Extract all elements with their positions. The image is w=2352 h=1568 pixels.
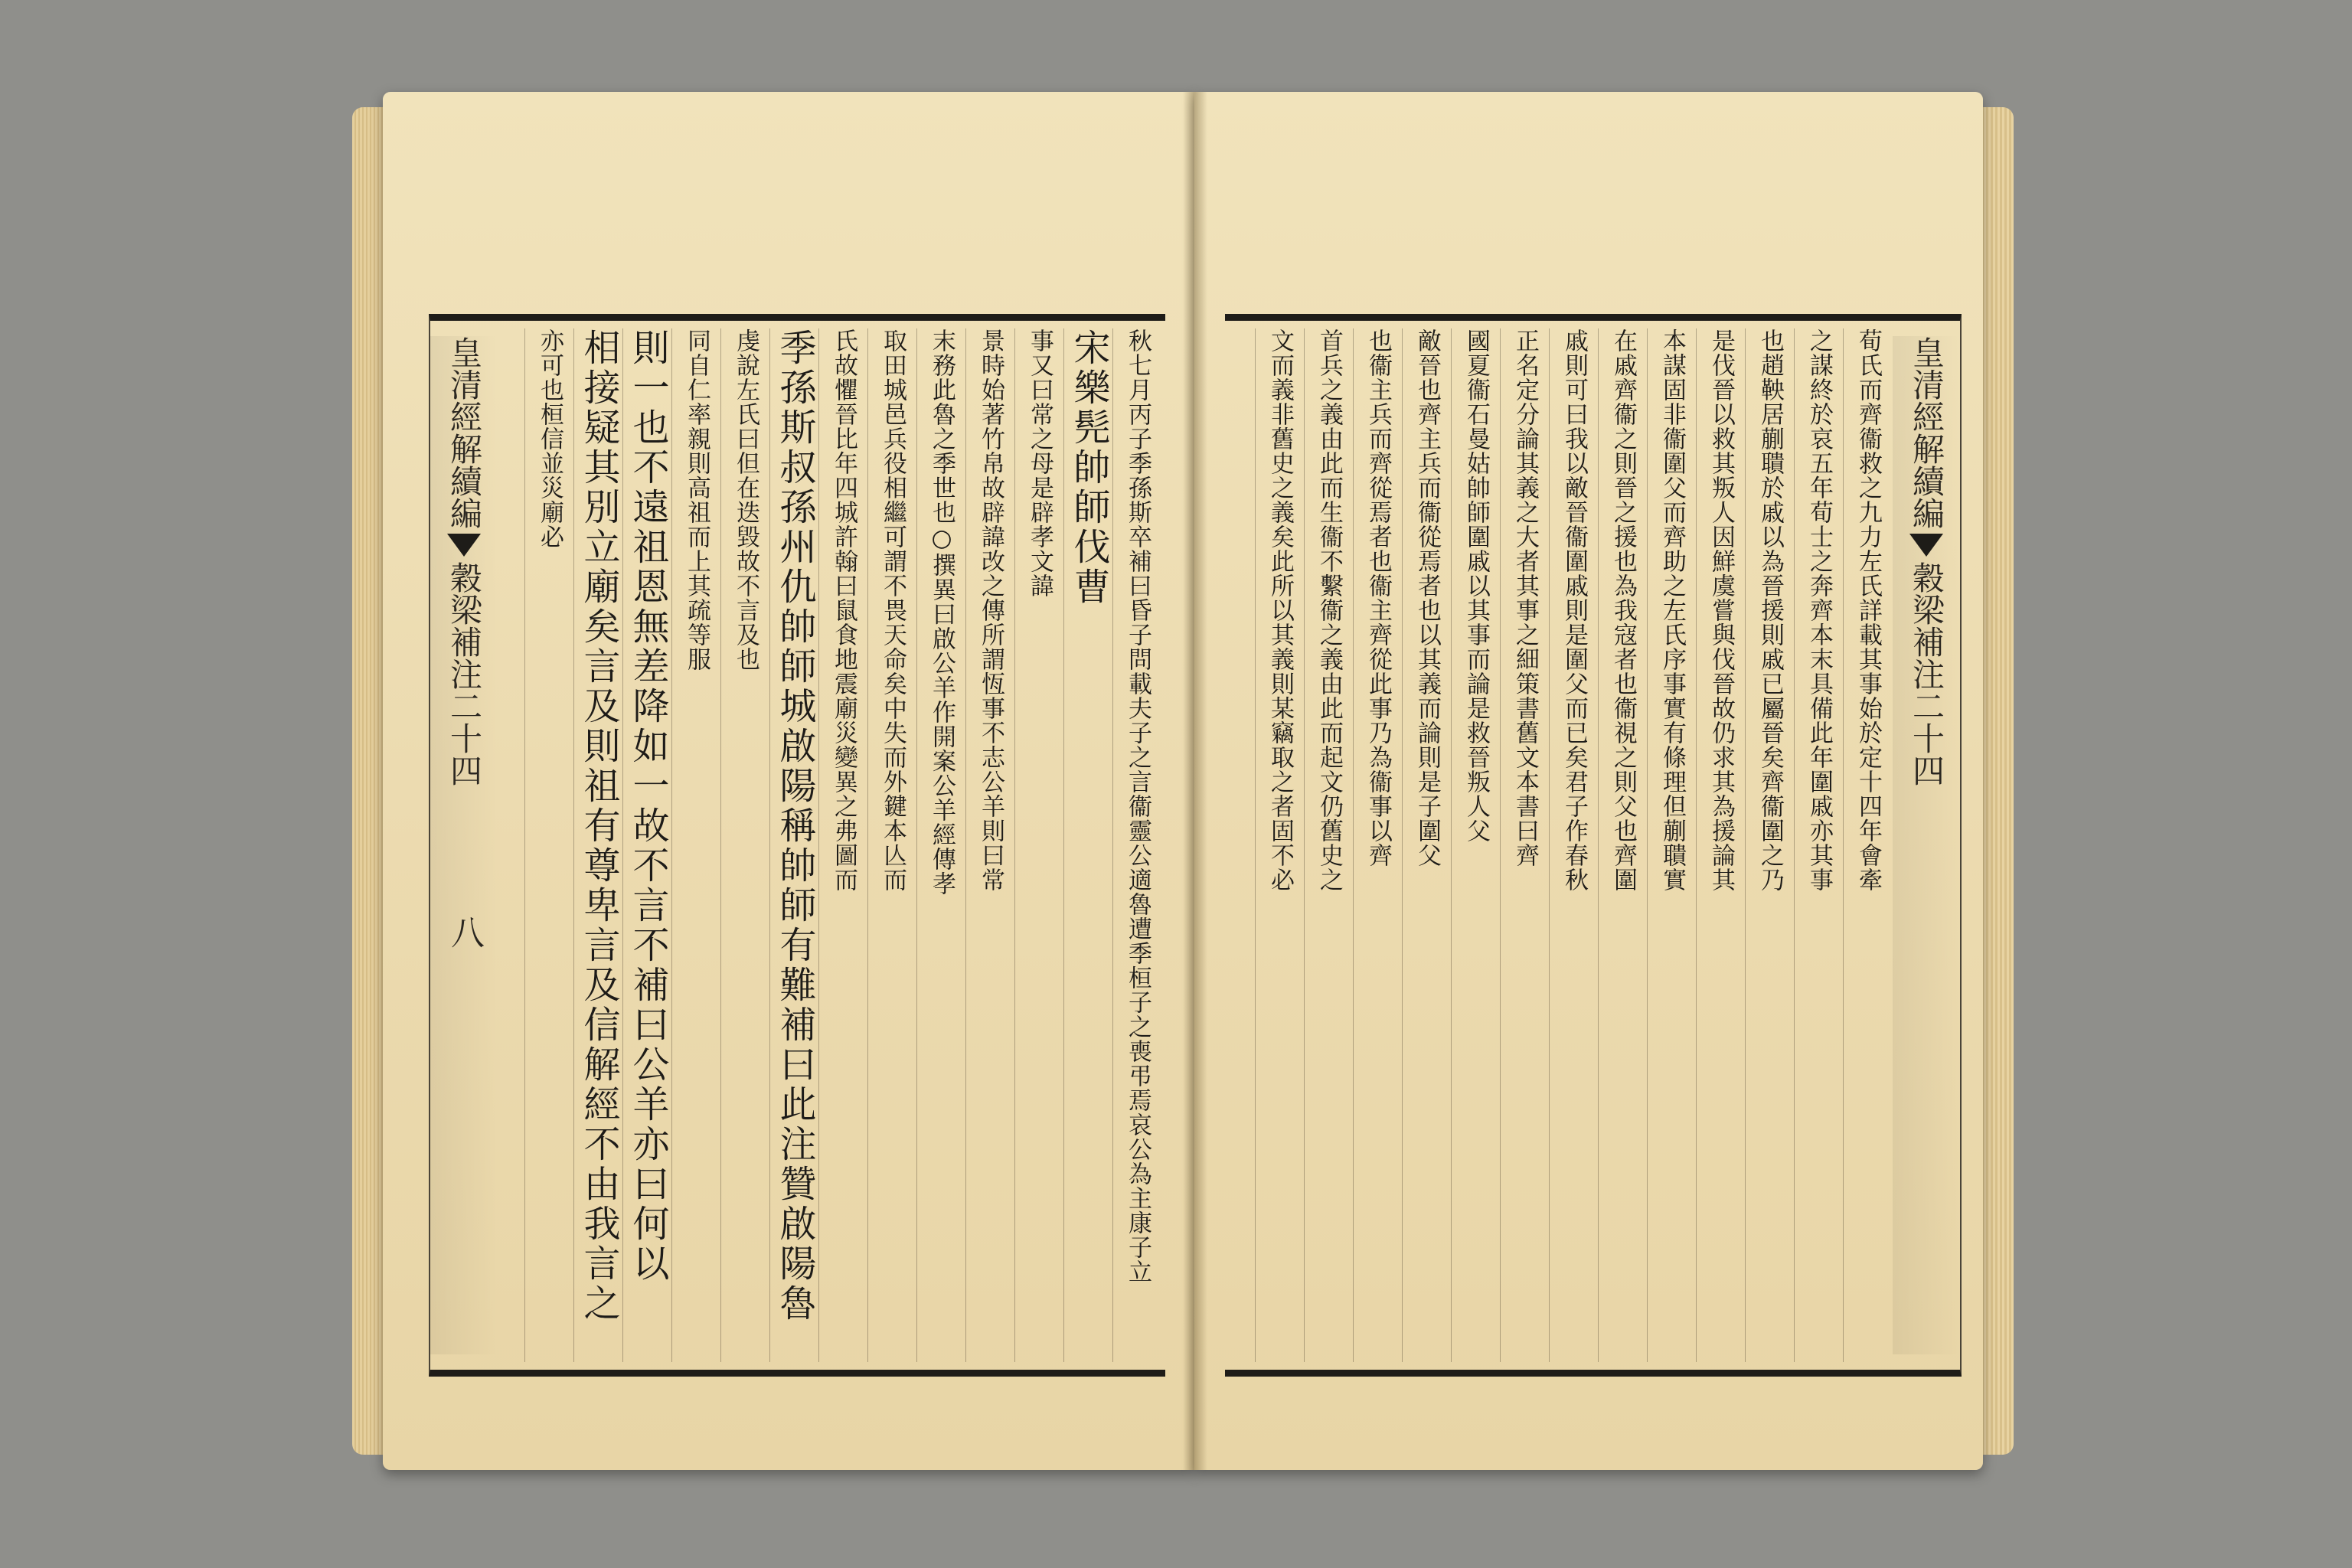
left-center-section: 穀梁補注二十四 <box>446 561 483 786</box>
left-page-column: 秋七月丙子季孫斯卒補曰昏子問載夫子之言衞靈公適魯遭季桓子之喪弔焉哀公為主康子立 <box>1112 328 1162 1362</box>
right-page-column: 正名定分論其義之大者其事之細策書舊文本書曰齊 <box>1500 328 1550 1362</box>
right-page-column: 是伐晉以救其叛人因鮮虞嘗與伐晉故仍求其為援論其 <box>1696 328 1746 1362</box>
left-page-column: 取田城邑兵役相繼可謂不畏天命矣中失而外鍵本亾而 <box>867 328 917 1362</box>
left-page-column: 同自仁率親則高祖而上其疏等服 <box>671 328 721 1362</box>
right-center-section: 穀梁補注二十四 <box>1908 561 1945 786</box>
leaf-number: 八 <box>445 915 484 949</box>
book-gutter <box>1183 92 1207 1470</box>
right-page-column: 戚則可曰我以敵晉衞圍戚則是圍父而已矣君子作春秋 <box>1549 328 1599 1362</box>
right-page-column: 之謀終於哀五年荀士之奔齊本末具備此年圍戚亦其事 <box>1794 328 1844 1362</box>
left-text-frame <box>429 314 1165 1377</box>
left-columns <box>430 321 1165 1370</box>
right-text-frame <box>1225 314 1962 1377</box>
left-page-column: 氏故懼晉比年四城許翰曰鼠食地震廟災變異之弗圖而 <box>818 328 868 1362</box>
left-page-column: 季孫斯叔孫州仇帥師城啟陽稱帥師有難補曰此注贊啟陽魯 <box>769 328 819 1362</box>
right-page-column: 首兵之義由此而生衞不繫衞之義由此而起文仍舊史之 <box>1304 328 1354 1362</box>
left-page-column: 宋樂髡帥師伐曹 <box>1063 328 1113 1362</box>
right-page-column: 也衞主兵而齊從焉者也衞主齊從此事乃為衞事以齊 <box>1353 328 1403 1362</box>
left-page-column: 事又曰常之母是辟孝文諱 <box>1014 328 1064 1362</box>
left-page-column: 虔說左氏曰但在迭毀故不言及也 <box>720 328 770 1362</box>
right-page-column: 也趙鞅居蒯聵於戚以為晉援則戚已屬晉矣齊衞圍之乃 <box>1745 328 1795 1362</box>
left-page <box>383 92 1194 1470</box>
open-book <box>352 92 2014 1470</box>
right-page-column: 本謀固非衞圍父而齊助之左氏序事實有條理但蒯聵實 <box>1647 328 1697 1362</box>
right-page-column: 敵晉也齊主兵而衞從焉者也以其義而論則是子圍父 <box>1402 328 1452 1362</box>
right-page-column: 在戚齊衞之則晉之援也為我寇者也衞視之則父也齊圍 <box>1598 328 1648 1362</box>
right-page-column: 文而義非舊史之義矣此所以其義則某竊取之者固不必 <box>1255 328 1305 1362</box>
right-page <box>1194 92 1983 1470</box>
left-center-title: 皇清經解續編 <box>446 336 483 529</box>
left-page-column: 則一也不遠祖恩無差降如一故不言不補曰公羊亦曰何以 <box>622 328 672 1362</box>
left-page-column: 景時始著竹帛故辟諱改之傳所謂恆事不志公羊則曰常 <box>965 328 1015 1362</box>
left-page-column: 相接疑其別立廟矣言及則祖有尊卑言及信解經不由我言之 <box>573 328 623 1362</box>
left-page-column: 亦可也桓信並災廟必 <box>524 328 574 1362</box>
left-page-column: 末務此魯之季世也○撰異曰啟公羊作開案公羊經傳孝 <box>916 328 966 1362</box>
right-page-column: 荀氏而齊衞救之九力左氏詳載其事始於定十四年會牽 <box>1843 328 1893 1362</box>
right-columns <box>1225 321 1960 1370</box>
right-center-title: 皇清經解續編 <box>1908 336 1945 529</box>
right-page-column: 國夏衞石曼姑帥師圍戚以其事而論是救晉叛人父 <box>1451 328 1501 1362</box>
